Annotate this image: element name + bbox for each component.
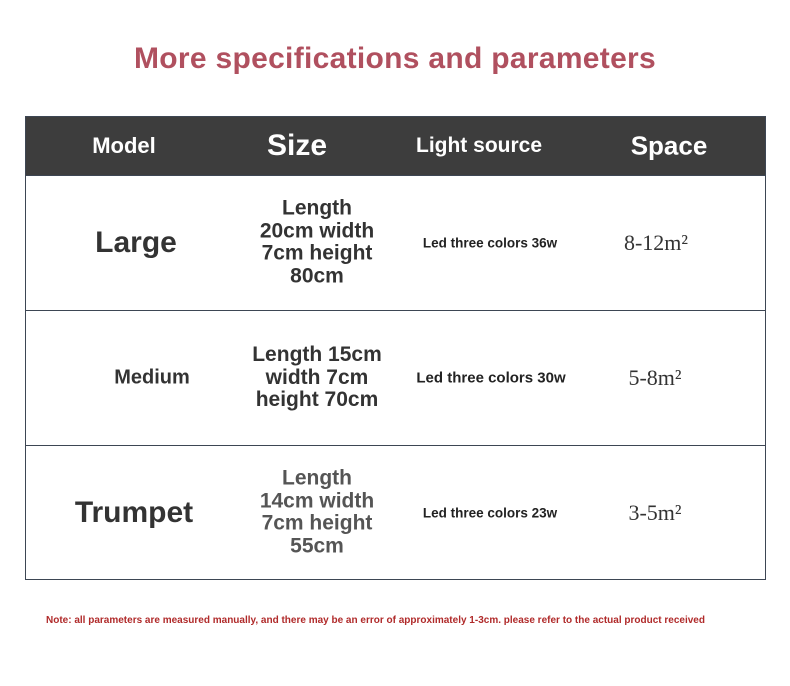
space-cell: 3-5m² xyxy=(628,500,682,525)
header-model: Model xyxy=(92,133,156,158)
page-title: More specifications and parameters xyxy=(133,42,657,75)
size-line: 80cm xyxy=(290,264,344,288)
header-size: Size xyxy=(266,129,328,162)
size-line: 7cm height xyxy=(261,512,373,535)
model-cell: Large xyxy=(95,226,177,259)
light-source-cell: Led three colors 23w xyxy=(422,505,558,521)
size-line: Length xyxy=(282,196,352,220)
model-cell: Trumpet xyxy=(74,496,194,529)
footnote: Note: all parameters are measured manually, and there may be an error of approximately 1-3cm. please refer to the actual product received xyxy=(46,615,705,626)
size-cell xyxy=(260,198,374,289)
space-cell: 5-8m² xyxy=(628,365,682,390)
size-line: Length 15cm xyxy=(252,342,382,366)
size-cell xyxy=(260,468,374,559)
space-cell: 8-12m² xyxy=(623,230,689,255)
size-line: width 7cm xyxy=(265,365,369,389)
size-line: 7cm height xyxy=(261,242,373,265)
size-cell xyxy=(252,344,382,412)
light-source-cell: Led three colors 36w xyxy=(422,235,558,251)
size-line: 55cm xyxy=(290,534,344,558)
table-row xyxy=(26,445,765,580)
model-cell: Medium xyxy=(114,366,190,389)
header-light-source: Light source xyxy=(415,134,543,157)
spec-table xyxy=(25,116,766,580)
table-row xyxy=(26,310,765,445)
size-line: 14cm width xyxy=(259,489,375,513)
size-line: 20cm width xyxy=(259,219,375,243)
light-source-cell: Led three colors 30w xyxy=(416,369,566,387)
table-header xyxy=(26,117,765,175)
size-line: height 70cm xyxy=(255,388,379,412)
size-line: Length xyxy=(282,466,352,490)
header-space: Space xyxy=(630,130,708,161)
table-row xyxy=(26,175,765,310)
